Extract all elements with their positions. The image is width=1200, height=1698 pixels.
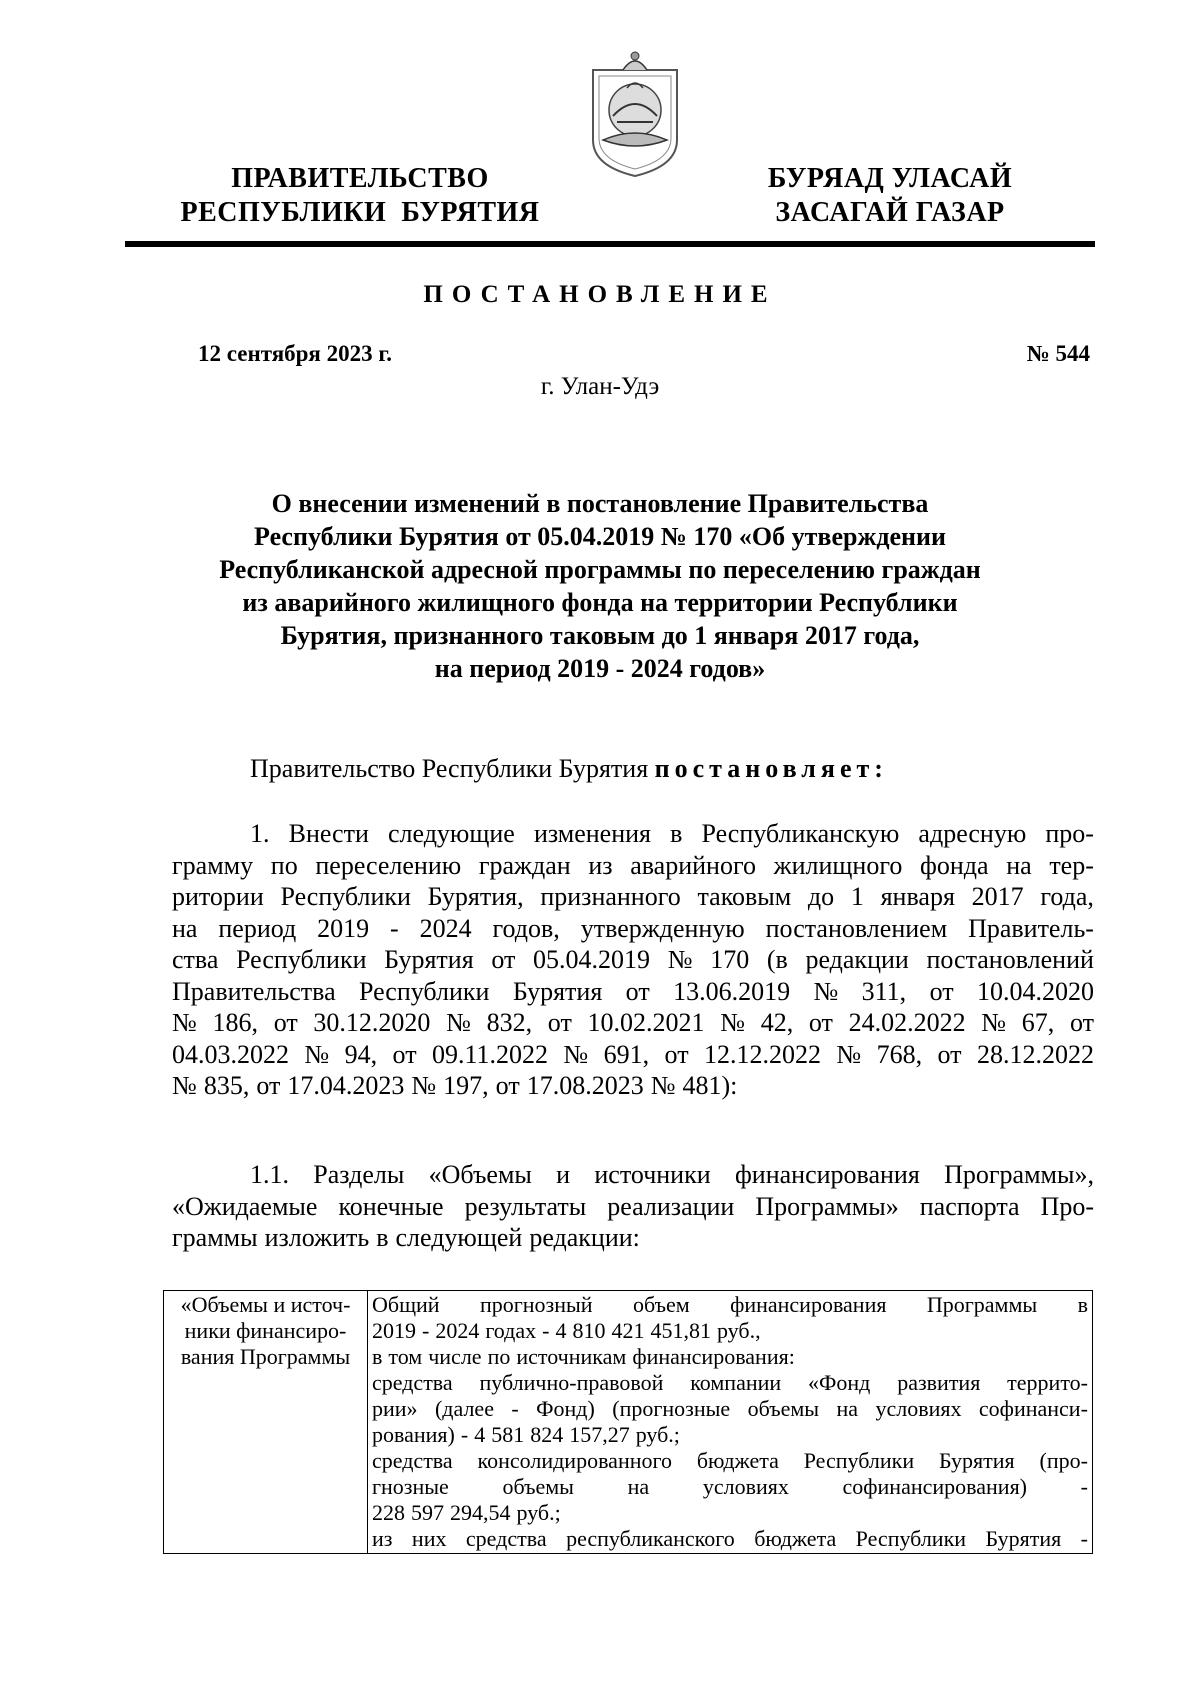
text-line: Общий прогнозный объем финансирования Программы в (372, 1292, 1088, 1317)
document-number: № 544 (1026, 341, 1090, 366)
text-line: средства публично-правовой компании «Фонд развития террито- (372, 1370, 1088, 1395)
text-line: 2019 - 2024 годах - 4 810 421 451,81 руб., (372, 1318, 761, 1343)
text-line: ства Республики Бурятия от 05.04.2019 № 170 (в редакции постановлений (172, 945, 1094, 974)
title-line: Бурятия, признанного таковым до 1 января 2017 года, (280, 621, 920, 650)
header-right-line-1: БУРЯАД УЛАСАЙ (767, 163, 1013, 194)
title-line: Республики Бурятия от 05.04.2019 № 170 «Об утверждении (254, 522, 946, 551)
title-line: О внесении изменений в постановление Правительства (271, 489, 929, 518)
header-divider (125, 241, 1095, 247)
paragraph-1 (172, 818, 1094, 1102)
coat-of-arms-emblem (587, 48, 683, 178)
text-line: ритории Республики Бурятия, признанного таковым до 1 января 2017 года, (172, 882, 1094, 911)
table-label-cell (164, 1291, 368, 1554)
header-left-line-1: ПРАВИТЕЛЬСТВО (231, 163, 489, 194)
text-line: на период 2019 - 2024 годов, утвержденную постановлением Правитель- (172, 913, 1094, 943)
text-line: в том числе по источникам финансирования: (372, 1344, 795, 1369)
financing-table-container (163, 1290, 1093, 1598)
text-line: № 186, от 30.12.2020 № 832, от 10.02.2021 № 42, от 24.02.2022 № 67, от (172, 1008, 1094, 1037)
text-line: 1. Внести следующие изменения в Республиканскую адресную про- (250, 819, 1094, 848)
text-line: «Ожидаемые конечные результаты реализации Программы» паспорта Про- (172, 1191, 1094, 1221)
text-line: граммы изложить в следующей редакции: (172, 1223, 640, 1252)
document-date: 12 сентября 2023 г. (198, 341, 392, 366)
text-line: 1.1. Разделы «Объемы и источники финансирования Программы», (250, 1160, 1094, 1189)
financing-table (163, 1290, 1093, 1554)
table-label-line: ники финансиро- (184, 1318, 347, 1343)
header-left (170, 162, 550, 230)
title-line: из аварийного жилищного фонда на территории Республики (242, 588, 958, 617)
title-line: на период 2019 - 2024 годов» (434, 654, 766, 683)
document-type: ПОСТАНОВЛЕНИЕ (423, 281, 777, 308)
text-line: рования) - 4 581 824 157,27 руб.; (372, 1422, 680, 1447)
text-line: гнозные объемы на условиях софинансирования) - (372, 1474, 1088, 1499)
header-right (750, 162, 1030, 230)
decree-statement (250, 754, 888, 784)
paragraph-1-1 (172, 1159, 1094, 1254)
header-left-line-2: РЕСПУБЛИКИ БУРЯТИЯ (180, 197, 540, 228)
text-line: средства консолидированного бюджета Республики Бурятия (про- (372, 1448, 1088, 1473)
table-content-cell (368, 1291, 1093, 1554)
decree-text: Правительство Республики Бурятия (250, 754, 655, 783)
text-line: 228 597 294,54 руб.; (372, 1500, 561, 1525)
text-line: 04.03.2022 № 94, от 09.11.2022 № 691, от 12.12.2022 № 768, от 28.12.2022 (172, 1039, 1094, 1069)
table-label-line: «Объемы и источ- (180, 1292, 351, 1317)
header-right-line-2: ЗАСАГАЙ ГАЗАР (775, 197, 1005, 228)
text-line: рии» (далее - Фонд) (прогнозные объемы на условиях софинанси- (372, 1396, 1088, 1421)
decree-emphasis: постановляет: (654, 754, 888, 783)
table-row (164, 1291, 1093, 1554)
document-city: г. Улан-Удэ (540, 373, 660, 400)
text-line: из них средства республиканского бюджета Республики Бурятия - (372, 1526, 1088, 1551)
table-label-line: вания Программы (180, 1344, 351, 1369)
text-line: № 835, от 17.04.2023 № 197, от 17.08.2023 № 481): (172, 1071, 738, 1100)
text-line: Правительства Республики Бурятия от 13.06.2019 № 311, от 10.04.2020 (172, 976, 1094, 1006)
document-title (190, 487, 1010, 685)
title-line: Республиканской адресной программы по переселению граждан (219, 555, 981, 584)
text-line: грамму по переселению граждан из аварийного жилищного фонда на тер- (172, 850, 1094, 880)
